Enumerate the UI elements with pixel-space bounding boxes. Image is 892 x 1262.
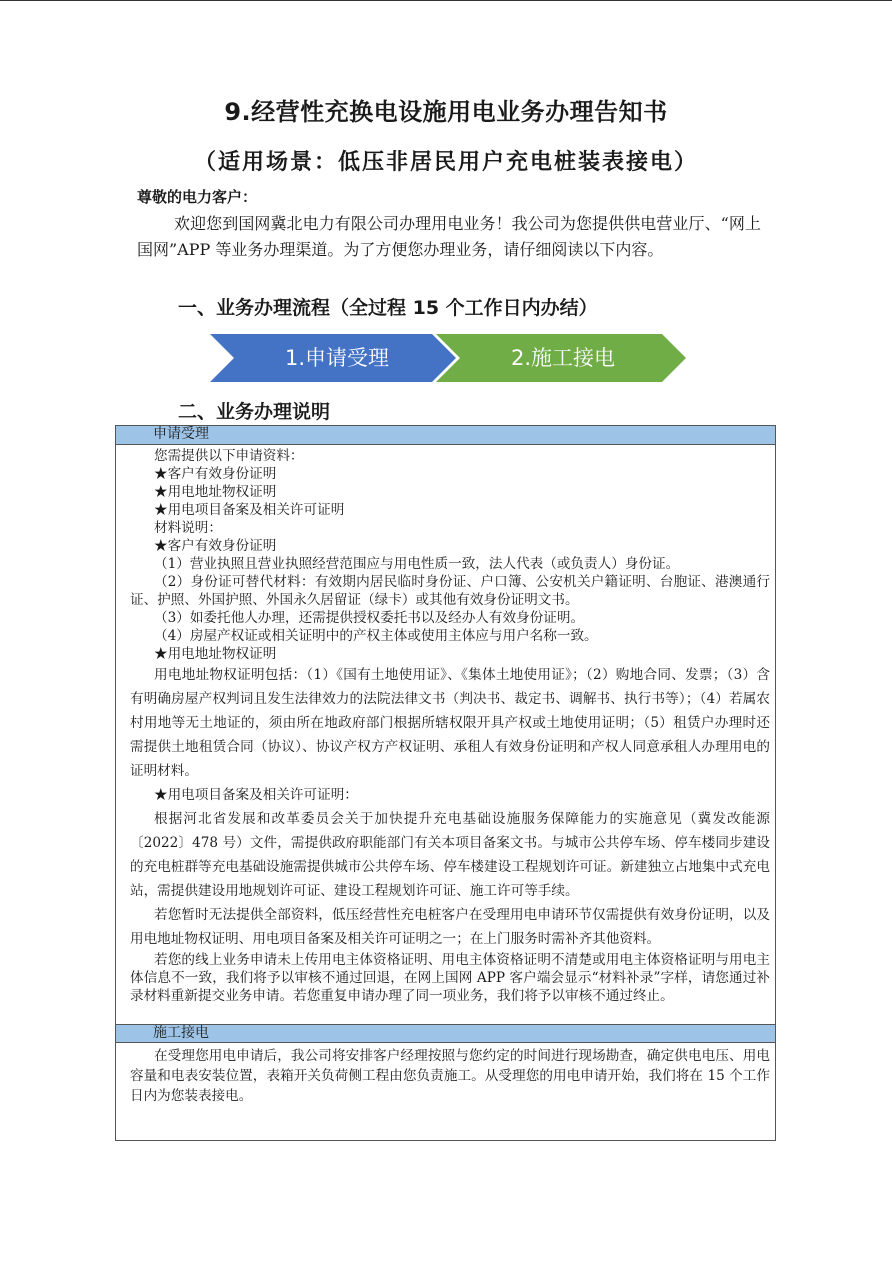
- construction-content: [130, 1046, 770, 1106]
- section-heading-process: 一、业务办理流程（全过程 15 个工作日内办结）: [178, 297, 598, 319]
- table-header-construction: 施工接电: [116, 1024, 775, 1043]
- construction-paragraph: 在受理您用电申请后，我公司将安排客户经理按照与您约定的时间进行现场勘查，确定供电电压、用电容量和电表安装位置，表箱开关负荷侧工程由您负责施工。从受理您的用电申请开始，我们将在 15 个工作日内为您装表接电。: [130, 1048, 770, 1104]
- list-item: （4）房屋产权证或相关证明中的产权主体或使用主体应与用户名称一致。: [154, 628, 598, 644]
- list-item: 您需提供以下申请资料：: [154, 448, 304, 464]
- list-item: 若您暂时无法提供全部资料，低压经营性充电桩客户在受理用电申请环节仅需提供有效身份证明，以及用电地址物权证明、用电项目备案及相关许可证明之一；在上门服务时需补齐其他资料。: [130, 907, 770, 947]
- list-item: ★客户有效身份证明: [154, 466, 277, 482]
- list-item: ★用电项目备案及相关许可证明: [154, 502, 345, 518]
- list-item: ★用电地址物权证明: [154, 646, 277, 662]
- list-item: 用电地址物权证明包括：（1）《国有土地使用证》、《集体土地使用证》；（2）购地合同、发票；（3）含有明确房屋产权判词且发生法律效力的法院法律文书（判决书、裁定书、调解书、执行书等）；（4）若属农村用地等无土地证的，须由所在地政府部门根据所辖权限开具产权或土地使用证明；（5）租赁户办理时还需提供土地租赁合同（协议）、协议产权方产权证明、承租人有效身份证明和产权人同意承租人办理用电的证明材料。: [130, 667, 770, 779]
- page-subtitle: （适用场景：低压非居民用户充电桩装表接电）: [193, 150, 698, 175]
- page-title: 9.经营性充换电设施用电业务办理告知书: [224, 98, 668, 126]
- instructions-table: [115, 425, 776, 1141]
- greeting: 尊敬的电力客户：: [137, 188, 258, 206]
- section-heading-instructions: 二、业务办理说明: [178, 401, 331, 423]
- list-item: （2）身份证可替代材料：有效期内居民临时身份证、户口簿、公安机关户籍证明、台胞证、港澳通行证、护照、外国护照、外国永久居留证（绿卡）或其他有效身份证明文书。: [130, 574, 770, 608]
- step-1-label: 1.申请受理: [284, 346, 390, 370]
- list-item: （1）营业执照且营业执照经营范围应与用电性质一致，法人代表（或负责人）身份证。: [154, 556, 680, 572]
- intro-paragraph: 欢迎您到国网冀北电力有限公司办理用电业务！我公司为您提供供电营业厅、“网上国网”APP 等业务办理渠道。为了方便您办理业务，请仔细阅读以下内容。: [137, 214, 761, 259]
- application-content: [130, 447, 770, 1005]
- list-item: ★客户有效身份证明: [154, 538, 277, 554]
- list-item: 材料说明：: [154, 520, 222, 536]
- list-item: ★用电地址物权证明: [154, 484, 277, 500]
- list-item: 根据河北省发展和改革委员会关于加快提升充电基础设施服务保障能力的实施意见（冀发改能源〔2022〕478 号）文件，需提供政府职能部门有关本项目备案文书。与城市公共停车场、停车楼同步建设的充电桩群等充电基础设施需提供城市公共停车场、停车楼建设工程规划许可证。新建独立占地集中式充电站，需提供建设用地规划许可证、建设工程规划许可证、施工许可等手续。: [130, 811, 770, 899]
- page-top-border: [0, 0, 892, 1]
- list-item: 若您的线上业务申请未上传用电主体资格证明、用电主体资格证明不清楚或用电主体资格证明与用电主体信息不一致，我们将予以审核不通过回退，在网上国网 APP 客户端会显示“材料补录”字样，请您通过补录材料重新提交业务申请。若您重复申请办理了同一项业务，我们将予以审核不通过终止。: [130, 952, 770, 1004]
- step-2-label: 2.施工接电: [510, 346, 616, 370]
- list-item: ★用电项目备案及相关许可证明：: [154, 787, 358, 803]
- list-item: （3）如委托他人办理，还需提供授权委托书以及经办人有效身份证明。: [154, 610, 585, 626]
- table-header-application: 申请受理: [116, 426, 775, 445]
